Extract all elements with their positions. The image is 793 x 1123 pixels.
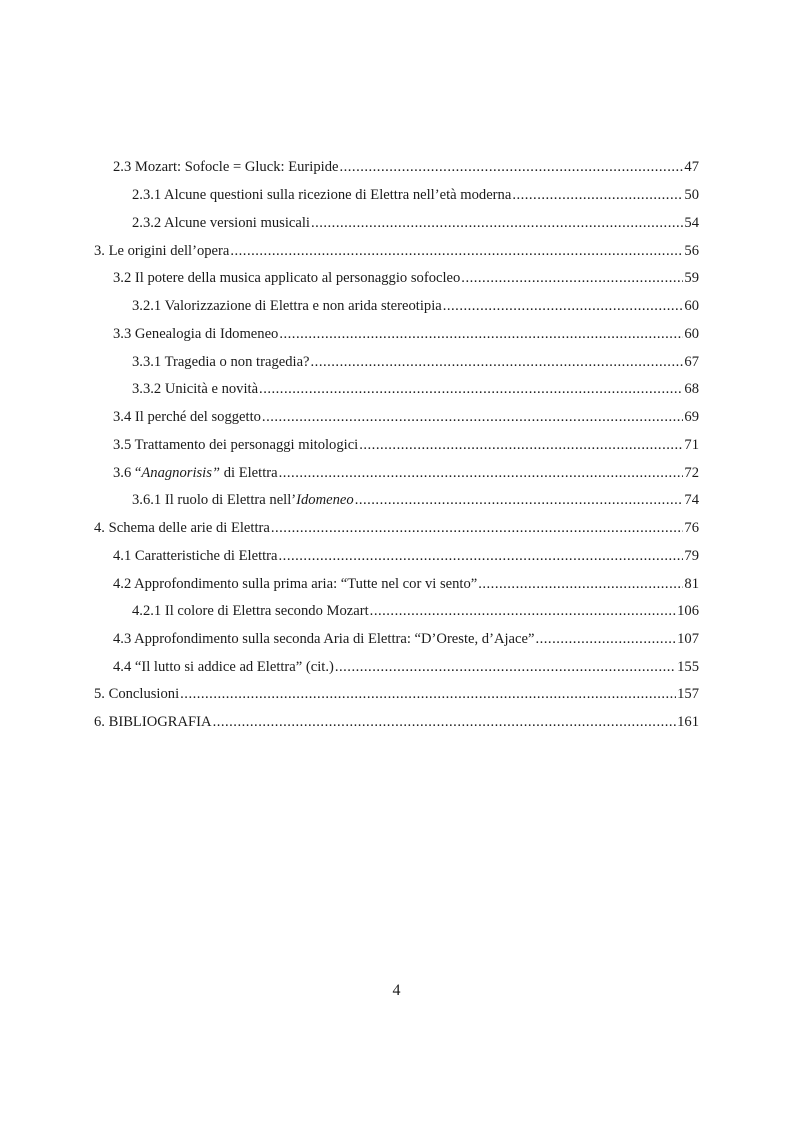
toc-dot-leader	[259, 377, 683, 401]
toc-page-number: 59	[684, 270, 699, 286]
toc-entry-title: 3.4 Il perché del soggetto	[113, 409, 261, 425]
toc-entry[interactable]	[0, 322, 699, 346]
toc-dot-leader	[180, 682, 676, 706]
toc-entry[interactable]	[0, 183, 699, 207]
toc-entry-title-prefix: 3.6 “	[113, 465, 142, 481]
toc-dot-leader	[478, 572, 683, 596]
toc-page-number: 47	[684, 159, 699, 175]
toc-page-number: 72	[684, 465, 699, 481]
toc-page-number: 107	[677, 631, 699, 647]
toc-entry[interactable]	[0, 710, 699, 734]
toc-page-number: 161	[677, 714, 699, 730]
toc-entry-title: 6. BIBLIOGRAFIA	[94, 714, 212, 730]
toc-entry[interactable]	[0, 405, 699, 429]
toc-page-number: 54	[684, 215, 699, 231]
toc-entry-title-italic: Idomeneo	[296, 492, 354, 508]
toc-page-number: 157	[677, 686, 699, 702]
toc-entry-title: 3. Le origini dell’opera	[94, 243, 230, 259]
toc-dot-leader	[355, 488, 684, 512]
toc-dot-leader	[279, 322, 683, 346]
toc-dot-leader	[311, 350, 684, 374]
toc-entry-title-suffix: di Elettra	[220, 465, 278, 481]
toc-entry[interactable]	[0, 266, 699, 290]
toc-page-number: 56	[684, 243, 699, 259]
toc-dot-leader	[535, 627, 676, 651]
toc-entry-title: 4.1 Caratteristiche di Elettra	[113, 548, 278, 564]
toc-entry-title: 3.2.1 Valorizzazione di Elettra e non arida stereotipia	[132, 298, 442, 314]
toc-page-number: 76	[684, 520, 699, 536]
toc-entry-title-prefix: 3.6.1 Il ruolo di Elettra nell’	[132, 492, 297, 508]
toc-entry-title-italic: Anagnorisis”	[141, 465, 221, 481]
toc-dot-leader	[271, 516, 684, 540]
toc-entry-title: 3.5 Trattamento dei personaggi mitologici	[113, 437, 359, 453]
toc-page-number: 106	[677, 603, 699, 619]
toc-entry-title: 4.4 “Il lutto si addice ad Elettra” (cit.)	[113, 659, 334, 675]
toc-page-number: 71	[684, 437, 699, 453]
toc-entry[interactable]	[0, 599, 699, 623]
toc-entry[interactable]	[0, 516, 699, 540]
toc-page-number: 155	[677, 659, 699, 675]
toc-entry-title: 2.3.1 Alcune questioni sulla ricezione di Elettra nell’età moderna	[132, 187, 512, 203]
toc-page-number: 60	[684, 326, 699, 342]
toc-entry-title	[132, 488, 354, 512]
toc-entry[interactable]	[0, 461, 699, 485]
toc-page-number: 67	[684, 354, 699, 370]
toc-entry[interactable]	[0, 211, 699, 235]
toc-entry-title: 2.3.2 Alcune versioni musicali	[132, 215, 310, 231]
toc-entry-title: 3.2 Il potere della musica applicato al personaggio sofocleo	[113, 270, 461, 286]
toc-entry-title: 2.3 Mozart: Sofocle = Gluck: Euripide	[113, 159, 339, 175]
toc-dot-leader	[370, 599, 676, 623]
toc-dot-leader	[335, 655, 676, 679]
toc-entry-title: 4.3 Approfondimento sulla seconda Aria di Elettra: “D’Oreste, d’Ajace”	[113, 631, 535, 647]
toc-page-number: 74	[684, 492, 699, 508]
toc-dot-leader	[359, 433, 683, 457]
toc-dot-leader	[213, 710, 677, 734]
toc-dot-leader	[279, 461, 684, 485]
toc-entry-title: 3.3.1 Tragedia o non tragedia?	[132, 354, 310, 370]
toc-entry[interactable]	[0, 488, 699, 512]
toc-entry-title: 3.3 Genealogia di Idomeneo	[113, 326, 279, 342]
toc-entry-title: 5. Conclusioni	[94, 686, 180, 702]
toc-dot-leader	[339, 155, 683, 179]
toc-entry[interactable]	[0, 433, 699, 457]
toc-entry[interactable]	[0, 294, 699, 318]
toc-page-number: 79	[684, 548, 699, 564]
toc-dot-leader	[512, 183, 683, 207]
toc-entry[interactable]	[0, 655, 699, 679]
toc-entry-title	[113, 461, 278, 485]
toc-entry[interactable]	[0, 627, 699, 651]
toc-page-number: 81	[684, 576, 699, 592]
toc-page-number: 60	[684, 298, 699, 314]
toc-dot-leader	[311, 211, 683, 235]
toc-entry-title: 4. Schema delle arie di Elettra	[94, 520, 270, 536]
toc-entry[interactable]	[0, 239, 699, 263]
toc-page-number: 68	[684, 381, 699, 397]
toc-entry-title: 3.3.2 Unicità e novità	[132, 381, 259, 397]
toc-entry-title: 4.2 Approfondimento sulla prima aria: “Tutte nel cor vi sento”	[113, 576, 478, 592]
toc-dot-leader	[443, 294, 684, 318]
toc-page-number: 50	[684, 187, 699, 203]
toc-entry[interactable]	[0, 572, 699, 596]
page-number: 4	[392, 982, 401, 999]
toc-dot-leader	[230, 239, 683, 263]
toc-dot-leader	[279, 544, 684, 568]
toc-dot-leader	[461, 266, 683, 290]
toc-entry[interactable]	[0, 155, 699, 179]
toc-dot-leader	[262, 405, 683, 429]
toc-entry[interactable]	[0, 544, 699, 568]
toc-page-number: 69	[684, 409, 699, 425]
toc-entry-title: 4.2.1 Il colore di Elettra secondo Mozart	[132, 603, 369, 619]
toc-entry[interactable]	[0, 682, 699, 706]
toc-entry[interactable]	[0, 377, 699, 401]
toc-entry[interactable]	[0, 350, 699, 374]
